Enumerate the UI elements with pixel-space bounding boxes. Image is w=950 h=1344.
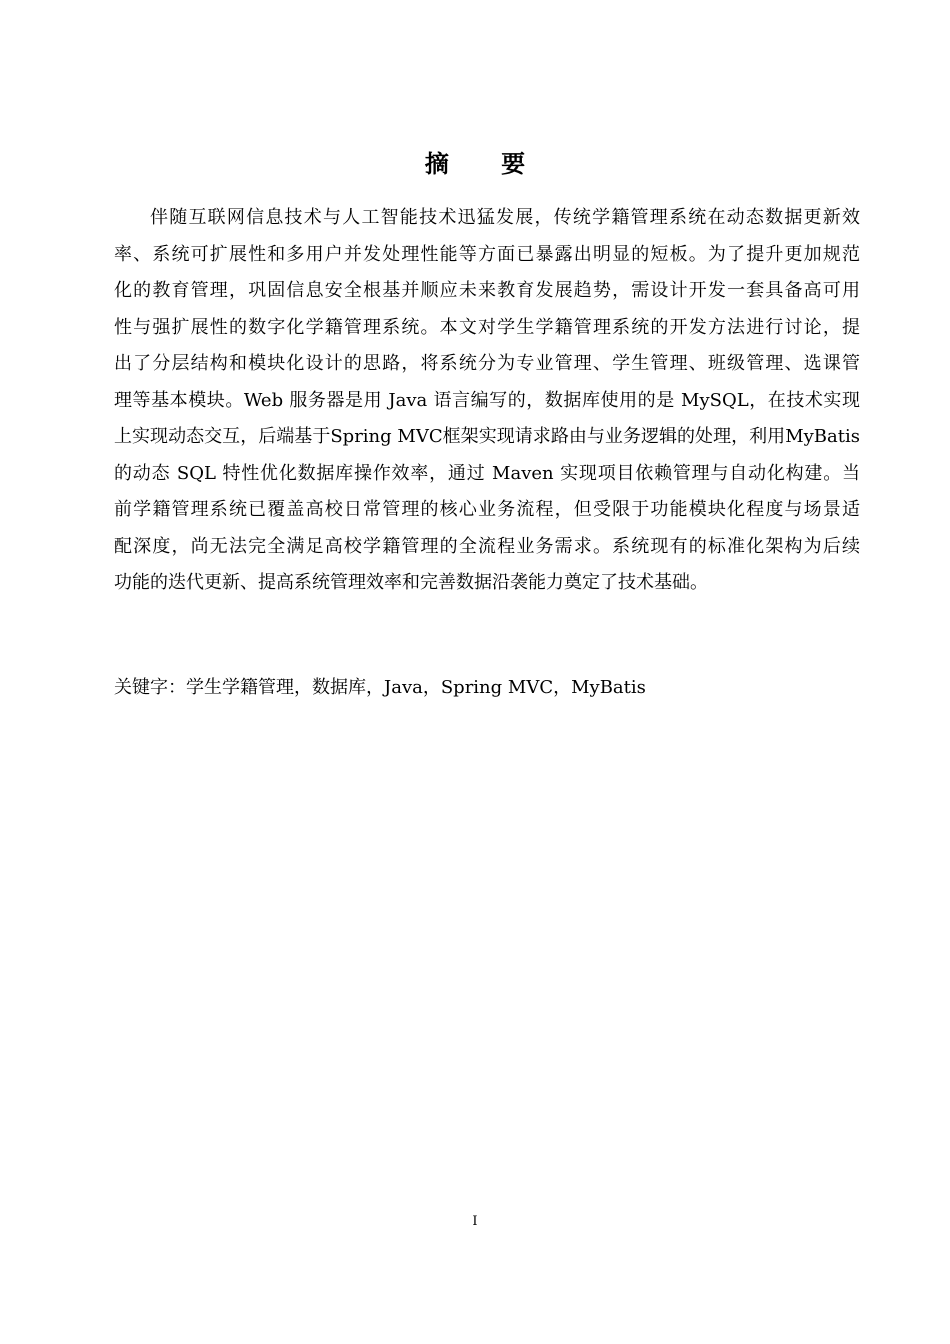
keywords-label: 关键字： <box>114 677 186 698</box>
abstract-line: 前学籍管理系统已覆盖高校日常管理的核心业务流程，但受限于功能模块化程度与场景适 <box>114 499 860 520</box>
abstract-line: 出了分层结构和模块化设计的思路，将系统分为专业管理、学生管理、班级管理、选课管 <box>114 353 860 374</box>
abstract-line: 上实现动态交互，后端基于Spring MVC框架实现请求路由与业务逻辑的处理，利用MyBatis <box>114 426 860 447</box>
abstract-line: 的动态 SQL 特性优化数据库操作效率，通过 Maven 实现项目依赖管理与自动化构建。当 <box>114 462 860 484</box>
abstract-body <box>114 200 860 602</box>
abstract-line: 性与强扩展性的数字化学籍管理系统。本文对学生学籍管理系统的开发方法进行讨论，提 <box>114 316 860 338</box>
abstract-line: 理等基本模块。Web 服务器是用 Java 语言编写的，数据库使用的是 MySQL，在技术实现 <box>114 389 860 411</box>
page-title: 摘 要 <box>424 150 548 178</box>
abstract-line: 功能的迭代更新、提高系统管理效率和完善数据沿袭能力奠定了技术基础。 <box>114 572 708 593</box>
abstract-line: 率、系统可扩展性和多用户并发处理性能等方面已暴露出明显的短板。为了提升更加规范 <box>114 243 860 265</box>
keywords-line <box>114 672 860 704</box>
abstract-line: 配深度，尚无法完全满足高校学籍管理的全流程业务需求。系统现有的标准化架构为后续 <box>114 535 860 557</box>
keywords-value: 学生学籍管理，数据库，Java，Spring MVC，MyBatis <box>186 677 646 698</box>
page-number: I <box>472 1214 478 1229</box>
abstract-line: 伴随互联网信息技术与人工智能技术迅猛发展，传统学籍管理系统在动态数据更新效 <box>150 207 860 228</box>
abstract-line: 化的教育管理，巩固信息安全根基并顺应未来教育发展趋势，需设计开发一套具备高可用 <box>114 280 860 301</box>
